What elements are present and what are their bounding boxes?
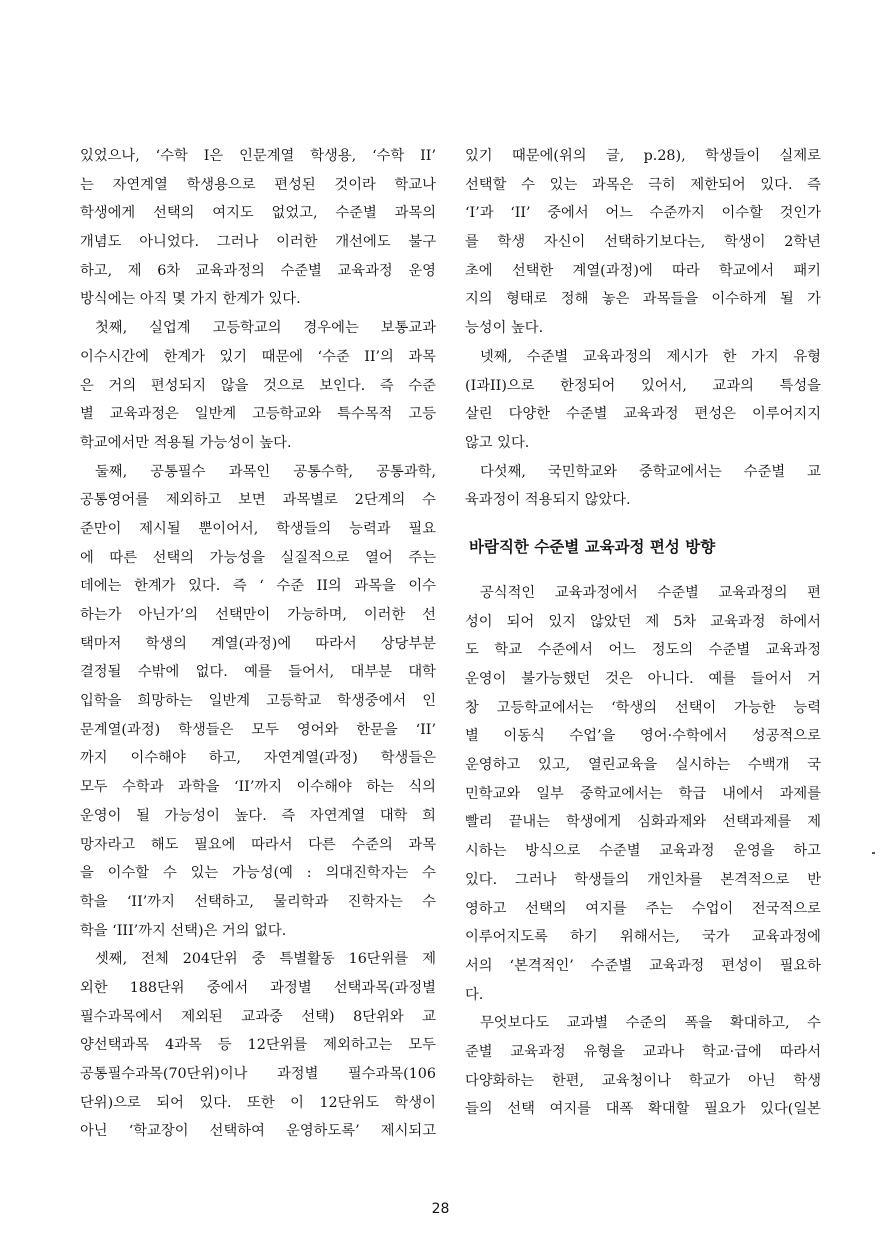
text-line: 초에 선택한 계열(과정)에 따라 학교에서 패키	[465, 262, 821, 279]
text-line: 공통필수과목(70단위)이나 과정별 필수과목(106	[80, 1066, 436, 1082]
text-line: 다양화하는 한편, 교육청이나 학교가 아닌 학생	[465, 1072, 821, 1089]
text-line: 있기 때문에(위의 글, p.28), 학생들이 실제로	[465, 148, 821, 164]
text-line: 첫째, 실업계 고등학교의 경우에는 보통교과	[95, 320, 436, 337]
text-line: 은 거의 편성되지 않을 것으로 보인다. 즉 수준	[80, 377, 436, 394]
text-line: 둘째, 공통필수 과목인 공통수학, 공통과학,	[95, 463, 436, 480]
text-line: 문계열(과정) 학생들은 모두 영어와 한문을 ‘II’	[80, 721, 436, 738]
text-line: 필수과목에서 제외된 교과중 선택) 8단위와 교	[80, 1008, 436, 1025]
text-line: 민학교와 일부 중학교에서는 학급 내에서 과제를	[465, 785, 821, 802]
text-line: 육과정이 적용되지 않았다.	[465, 492, 631, 509]
text-line: 하는가 아닌가’의 선택만이 가능하며, 이러한 선	[80, 607, 436, 623]
text-line: 창 고등학교에서는 ‘학생의 선택이 가능한 능력	[465, 699, 821, 716]
text-line: 을 이수할 수 있는 가능성(예 : 의대진학자는 수	[80, 865, 436, 882]
right-column	[465, 142, 821, 1124]
text-line: 다섯째, 국민학교와 중학교에서는 수준별 교	[480, 463, 821, 480]
text-line: 학을 ‘III’까지 선택)은 거의 없다.	[80, 922, 287, 939]
text-line: 않고 있다.	[465, 434, 530, 451]
text-line: 망자라고 해도 필요에 따라서 다른 수준의 과목	[80, 836, 436, 853]
text-line: 방식에는 아직 몇 가지 한계가 있다.	[80, 291, 301, 308]
text-line: 학교에서만 적용될 가능성이 높다.	[80, 434, 292, 451]
text-line: 아닌 ‘학교장이 선택하여 운영하도록’ 제시되고	[80, 1123, 436, 1140]
text-line: 도 학교 수준에서 어느 정도의 수준별 교육과정	[465, 642, 821, 659]
text-line: 입학을 희망하는 일반계 고등학교 학생중에서 인	[80, 693, 436, 710]
text-line: 이수시간에 한계가 있기 때문에 ‘수준 II’의 과목	[80, 348, 436, 365]
text-line: 에 따른 선택의 가능성을 실질적으로 열어 주는	[80, 549, 436, 566]
text-line: 능성이 높다.	[465, 320, 544, 337]
text-line: 셋째, 전체 204단위 중 특별활동 16단위를 제	[95, 951, 436, 968]
text-line: 운영이 될 가능성이 높다. 즉 자연계열 대학 희	[80, 807, 436, 824]
text-line: 있다. 그러나 학생들의 개인차를 본격적으로 반	[465, 871, 821, 888]
text-line: 단위)으로 되어 있다. 또한 이 12단위도 학생이	[80, 1094, 436, 1111]
text-line: 다.	[465, 986, 484, 1003]
text-line: 이루어지도록 하기 위해서는, 국가 교육과정에	[465, 929, 821, 946]
text-line: 별 교육과정은 일반계 고등학교와 특수목적 고등	[80, 406, 436, 423]
text-line: ‘I’과 ‘II’ 중에서 어느 수준까지 이수할 것인가	[465, 205, 821, 222]
text-line: 외한 188단위 중에서 과정별 선택과목(과정별	[80, 979, 436, 996]
text-line: 공식적인 교육과정에서 수준별 교육과정의 편	[480, 584, 821, 601]
text-line: 모두 수학과 과학을 ‘II’까지 이수해야 하는 식의	[80, 779, 436, 796]
text-line: 공통영어를 제외하고 보면 과목별로 2단계의 수	[80, 492, 436, 509]
text-line: 시하는 방식으로 수준별 교육과정 운영을 하고	[465, 843, 821, 860]
text-line: 별 이동식 수업’을 영어·수학에서 성공적으로	[465, 728, 821, 745]
text-line: 서의 ‘본격적인’ 수준별 교육과정 편성이 필요하	[465, 957, 821, 974]
text-line: 데에는 한계가 있다. 즉 ‘ 수준 II의 과목을 이수	[80, 578, 436, 595]
text-line: 택마저 학생의 계열(과정)에 따라서 상당부분	[80, 635, 436, 652]
text-line: 운영하고 있고, 열린교육을 실시하는 수백개 국	[465, 757, 821, 774]
text-line: 준별 교육과정 유형을 교과나 학교·급에 따라서	[465, 1043, 821, 1060]
text-line: 지의 형태로 정해 놓은 과목들을 이수하게 될 가	[465, 291, 821, 308]
section-heading: 바람직한 수준별 교육과정 편성 방향	[469, 537, 716, 556]
text-line: 준만이 제시될 뿐이어서, 학생들의 능력과 필요	[80, 520, 436, 537]
text-line: 운영이 불가능했던 것은 아니다. 예를 들어서 거	[465, 671, 821, 687]
text-line: 살린 다양한 수준별 교육과정 편성은 이루어지지	[465, 406, 821, 423]
text-line: 있었으나, ‘수학 I은 인문계열 학생용, ‘수학 II’	[80, 148, 436, 164]
left-column	[80, 142, 436, 1146]
text-line: 는 자연계열 학생용으로 편성된 것이라 학교나	[80, 176, 436, 193]
text-line: 까지 이수해야 하고, 자연계열(과정) 학생들은	[80, 750, 436, 767]
text-line: 하고, 제 6차 교육과정의 수준별 교육과정 운영	[80, 262, 436, 279]
text-line: 양선택과목 4과목 등 12단위를 제외하고는 모두	[80, 1037, 436, 1054]
text-line: 학생에게 선택의 여지도 없었고, 수준별 과목의	[80, 205, 436, 222]
text-line: 넷째, 수준별 교육과정의 제시가 한 가지 유형	[480, 348, 821, 365]
right-column-body-text	[465, 579, 821, 1124]
text-line: 학을 ‘II’까지 선택하고, 물리학과 진학자는 수	[80, 893, 436, 910]
text-line: 빨리 끝내는 학생에게 심화과제와 선택과제를 제	[465, 814, 821, 831]
text-line: 를 학생 자신이 선택하기보다는, 학생이 2학년	[465, 234, 821, 251]
margin-mark	[872, 852, 875, 854]
text-line: 영하고 선택의 여지를 주는 수업이 전국적으로	[465, 900, 821, 917]
page-number: 28	[431, 1201, 450, 1217]
text-line: 성이 되어 있지 않았던 제 5차 교육과정 하에서	[465, 613, 821, 630]
text-line: 무엇보다도 교과별 수준의 폭을 확대하고, 수	[480, 1015, 821, 1032]
right-column-top-text	[465, 142, 821, 515]
text-line: 선택할 수 있는 과목은 극히 제한되어 있다. 즉	[465, 176, 821, 193]
text-line: (I과II)으로 한정되어 있어서, 교과의 특성을	[465, 377, 821, 394]
text-line: 결정될 수밖에 없다. 예를 들어서, 대부분 대학	[80, 664, 436, 681]
text-line: 개념도 아니었다. 그러나 이러한 개선에도 불구	[80, 234, 436, 251]
text-line: 들의 선택 여지를 대폭 확대할 필요가 있다(일본	[465, 1101, 821, 1118]
